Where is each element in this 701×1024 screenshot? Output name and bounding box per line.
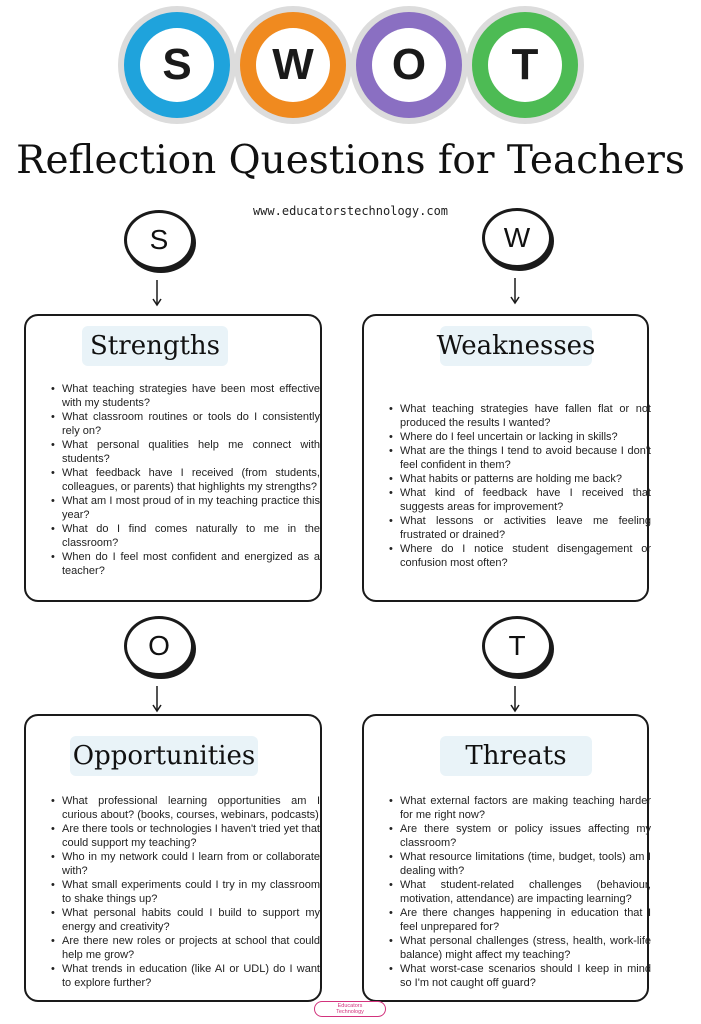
badge-t: T [482,616,552,676]
swot-circle-o [350,6,468,124]
threats-list [386,794,651,990]
arrow-down-icon [509,278,521,306]
list-item: • Are there system or policy issues affecting my classroom? [400,822,651,850]
strengths-title: Strengths [82,326,228,366]
list-item: • What teaching strategies have been most effective with my students? [62,382,320,410]
badge-s: S [124,210,194,270]
list-item: • What are the things I tend to avoid because I don't feel confident in them? [400,444,651,472]
logo-line-1: Educators [337,1003,363,1009]
list-item: • What external factors are making teaching harder for me right now? [400,794,651,822]
website-url: www.educatorstechnology.com [252,204,449,218]
threats-title: Threats [440,736,592,776]
swot-letter-s: S [140,28,214,102]
swot-letter-t: T [488,28,562,102]
swot-circle-t [466,6,584,124]
weaknesses-card [362,314,649,602]
list-item: • What professional learning opportunities am I curious about? (books, courses, webinars, podcasts) [62,794,320,822]
list-item: • What teaching strategies have fallen flat or not produced the results I wanted? [400,402,651,430]
list-item: • What trends in education (like AI or UDL) do I want to explore further? [62,962,320,990]
list-item: • Are there new roles or projects at school that could help me grow? [62,934,320,962]
opportunities-card [24,714,322,1002]
swot-letter-w: W [256,28,330,102]
educators-technology-logo [314,1001,386,1017]
list-item: • Where do I notice student disengagement or confusion most often? [400,542,651,570]
strengths-card [24,314,322,602]
threats-card [362,714,649,1002]
list-item: • What personal challenges (stress, health, work-life balance) might affect my teaching? [400,934,651,962]
opportunities-title: Opportunities [70,736,258,776]
swot-letter-o: O [372,28,446,102]
list-item: • Who in my network could I learn from or collaborate with? [62,850,320,878]
page-title: Reflection Questions for Teachers [16,138,685,183]
list-item: • What lessons or activities leave me feeling frustrated or drained? [400,514,651,542]
opportunities-list [48,794,320,990]
swot-circle-w [234,6,352,124]
weaknesses-list [386,402,651,570]
list-item: • What personal habits could I build to support my energy and creativity? [62,906,320,934]
badge-w: W [482,208,552,268]
list-item: • What resource limitations (time, budget, tools) am I dealing with? [400,850,651,878]
list-item: • What am I most proud of in my teaching practice this year? [62,494,320,522]
arrow-down-icon [151,686,163,714]
weaknesses-title: Weaknesses [440,326,592,366]
list-item: • What classroom routines or tools do I consistently rely on? [62,410,320,438]
arrow-down-icon [509,686,521,714]
swot-header-circles [0,0,701,130]
list-item: • Are there changes happening in education that I feel unprepared for? [400,906,651,934]
list-item: • Are there tools or technologies I haven't tried yet that could support my teaching? [62,822,320,850]
strengths-list [48,382,320,578]
list-item: • Where do I feel uncertain or lacking in skills? [400,430,651,444]
badge-o: O [124,616,194,676]
logo-line-2: Technology [336,1009,364,1015]
swot-circle-s [118,6,236,124]
list-item: • What habits or patterns are holding me back? [400,472,651,486]
list-item: • What personal qualities help me connect with students? [62,438,320,466]
list-item: • What worst-case scenarios should I keep in mind so I'm not caught off guard? [400,962,651,990]
list-item: • What student-related challenges (behaviour, motivation, attendance) are impacting learning? [400,878,651,906]
list-item: • What do I find comes naturally to me in the classroom? [62,522,320,550]
arrow-down-icon [151,280,163,308]
list-item: • What kind of feedback have I received that suggests areas for improvement? [400,486,651,514]
list-item: • What small experiments could I try in my classroom to shake things up? [62,878,320,906]
list-item: • What feedback have I received (from students, colleagues, or parents) that highlights my strengths? [62,466,320,494]
list-item: • When do I feel most confident and energized as a teacher? [62,550,320,578]
